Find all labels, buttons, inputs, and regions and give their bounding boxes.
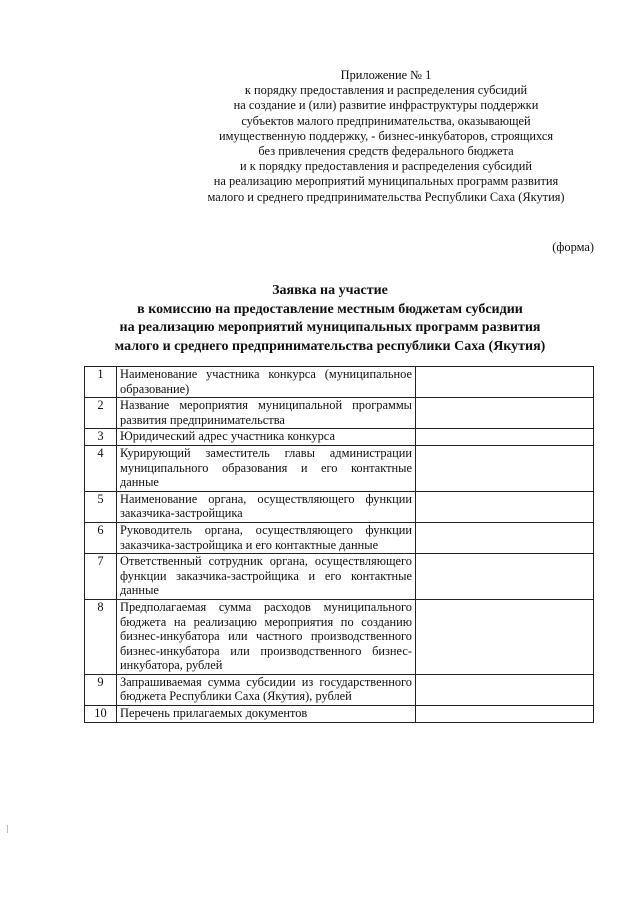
row-label: Юридический адрес участника конкурса bbox=[117, 429, 416, 446]
row-value-cell[interactable] bbox=[416, 599, 594, 674]
row-number: 7 bbox=[85, 554, 117, 600]
row-value-cell[interactable] bbox=[416, 522, 594, 553]
row-label: Наименование участника конкурса (муниципальное образование) bbox=[117, 367, 416, 398]
appendix-line: без привлечения средств федерального бюджета bbox=[258, 144, 514, 159]
title-line: малого и среднего предпринимательства республики Саха (Якутия) bbox=[114, 338, 546, 354]
table-row bbox=[85, 491, 594, 522]
row-value-cell[interactable] bbox=[416, 398, 594, 429]
appendix-line: малого и среднего предпринимательства Республики Саха (Якутия) bbox=[207, 189, 565, 204]
row-number: 4 bbox=[85, 445, 117, 491]
title-line: на реализацию мероприятий муниципальных программ развития bbox=[119, 320, 541, 335]
table-row bbox=[85, 398, 594, 429]
appendix-line: субъектов малого предпринимательства, оказывающей bbox=[241, 113, 531, 128]
row-value-cell[interactable] bbox=[416, 491, 594, 522]
row-number: 9 bbox=[85, 674, 117, 705]
table-row bbox=[85, 429, 594, 446]
appendix-line: на создание и (или) развитие инфраструктуры поддержки bbox=[233, 98, 539, 113]
form-label: (форма) bbox=[552, 240, 594, 254]
row-value-cell[interactable] bbox=[416, 367, 594, 398]
appendix-line: имущественную поддержку, - бизнес-инкубаторов, строящихся bbox=[218, 128, 554, 143]
appendix-line: на реализацию мероприятий муниципальных программ развития bbox=[213, 174, 559, 189]
document-title bbox=[40, 282, 620, 356]
row-number: 1 bbox=[85, 367, 117, 398]
table-row bbox=[85, 599, 594, 674]
row-number: 8 bbox=[85, 599, 117, 674]
row-number: 2 bbox=[85, 398, 117, 429]
row-label: Ответственный сотрудник органа, осуществляющего функции заказчика-застройщика и его контактные данные bbox=[117, 554, 416, 600]
row-label: Перечень прилагаемых документов bbox=[117, 706, 416, 723]
appendix-line: Приложение № 1 bbox=[340, 68, 432, 82]
row-number: 3 bbox=[85, 429, 117, 446]
appendix-line: и к порядку предоставления и распределения субсидий bbox=[240, 159, 532, 174]
table-row bbox=[85, 674, 594, 705]
row-number: 5 bbox=[85, 491, 117, 522]
row-value-cell[interactable] bbox=[416, 554, 594, 600]
row-value-cell[interactable] bbox=[416, 429, 594, 446]
row-label: Наименование органа, осуществляющего функции заказчика-застройщика bbox=[117, 491, 416, 522]
appendix-header bbox=[176, 68, 596, 205]
row-number: 10 bbox=[85, 706, 117, 723]
table-row bbox=[85, 367, 594, 398]
table-row bbox=[85, 706, 594, 723]
row-label: Название мероприятия муниципальной программы развития предпринимательства bbox=[117, 398, 416, 429]
table-row bbox=[85, 522, 594, 553]
appendix-line: к порядку предоставления и распределения субсидий bbox=[244, 83, 528, 98]
title-line: в комиссию на предоставление местным бюджетам субсидии bbox=[137, 301, 523, 317]
title-line: Заявка на участие bbox=[272, 283, 388, 298]
scan-edge-mark bbox=[7, 825, 8, 833]
table-row bbox=[85, 445, 594, 491]
row-label: Предполагаемая сумма расходов муниципального бюджета на реализацию мероприятия по созданию бизнес-инкубатора или частного производственного бизнес-инкубатора или производственного бизнес-инкубатора, рублей bbox=[117, 599, 416, 674]
row-value-cell[interactable] bbox=[416, 445, 594, 491]
row-label: Запрашиваемая сумма субсидии из государственного бюджета Республики Саха (Якутия), рублей bbox=[117, 674, 416, 705]
application-table bbox=[84, 366, 594, 723]
row-value-cell[interactable] bbox=[416, 706, 594, 723]
row-value-cell[interactable] bbox=[416, 674, 594, 705]
row-number: 6 bbox=[85, 522, 117, 553]
table-row bbox=[85, 554, 594, 600]
row-label: Курирующий заместитель главы администрации муниципального образования и его контактные данные bbox=[117, 445, 416, 491]
row-label: Руководитель органа, осуществляющего функции заказчика-застройщика и его контактные данные bbox=[117, 522, 416, 553]
